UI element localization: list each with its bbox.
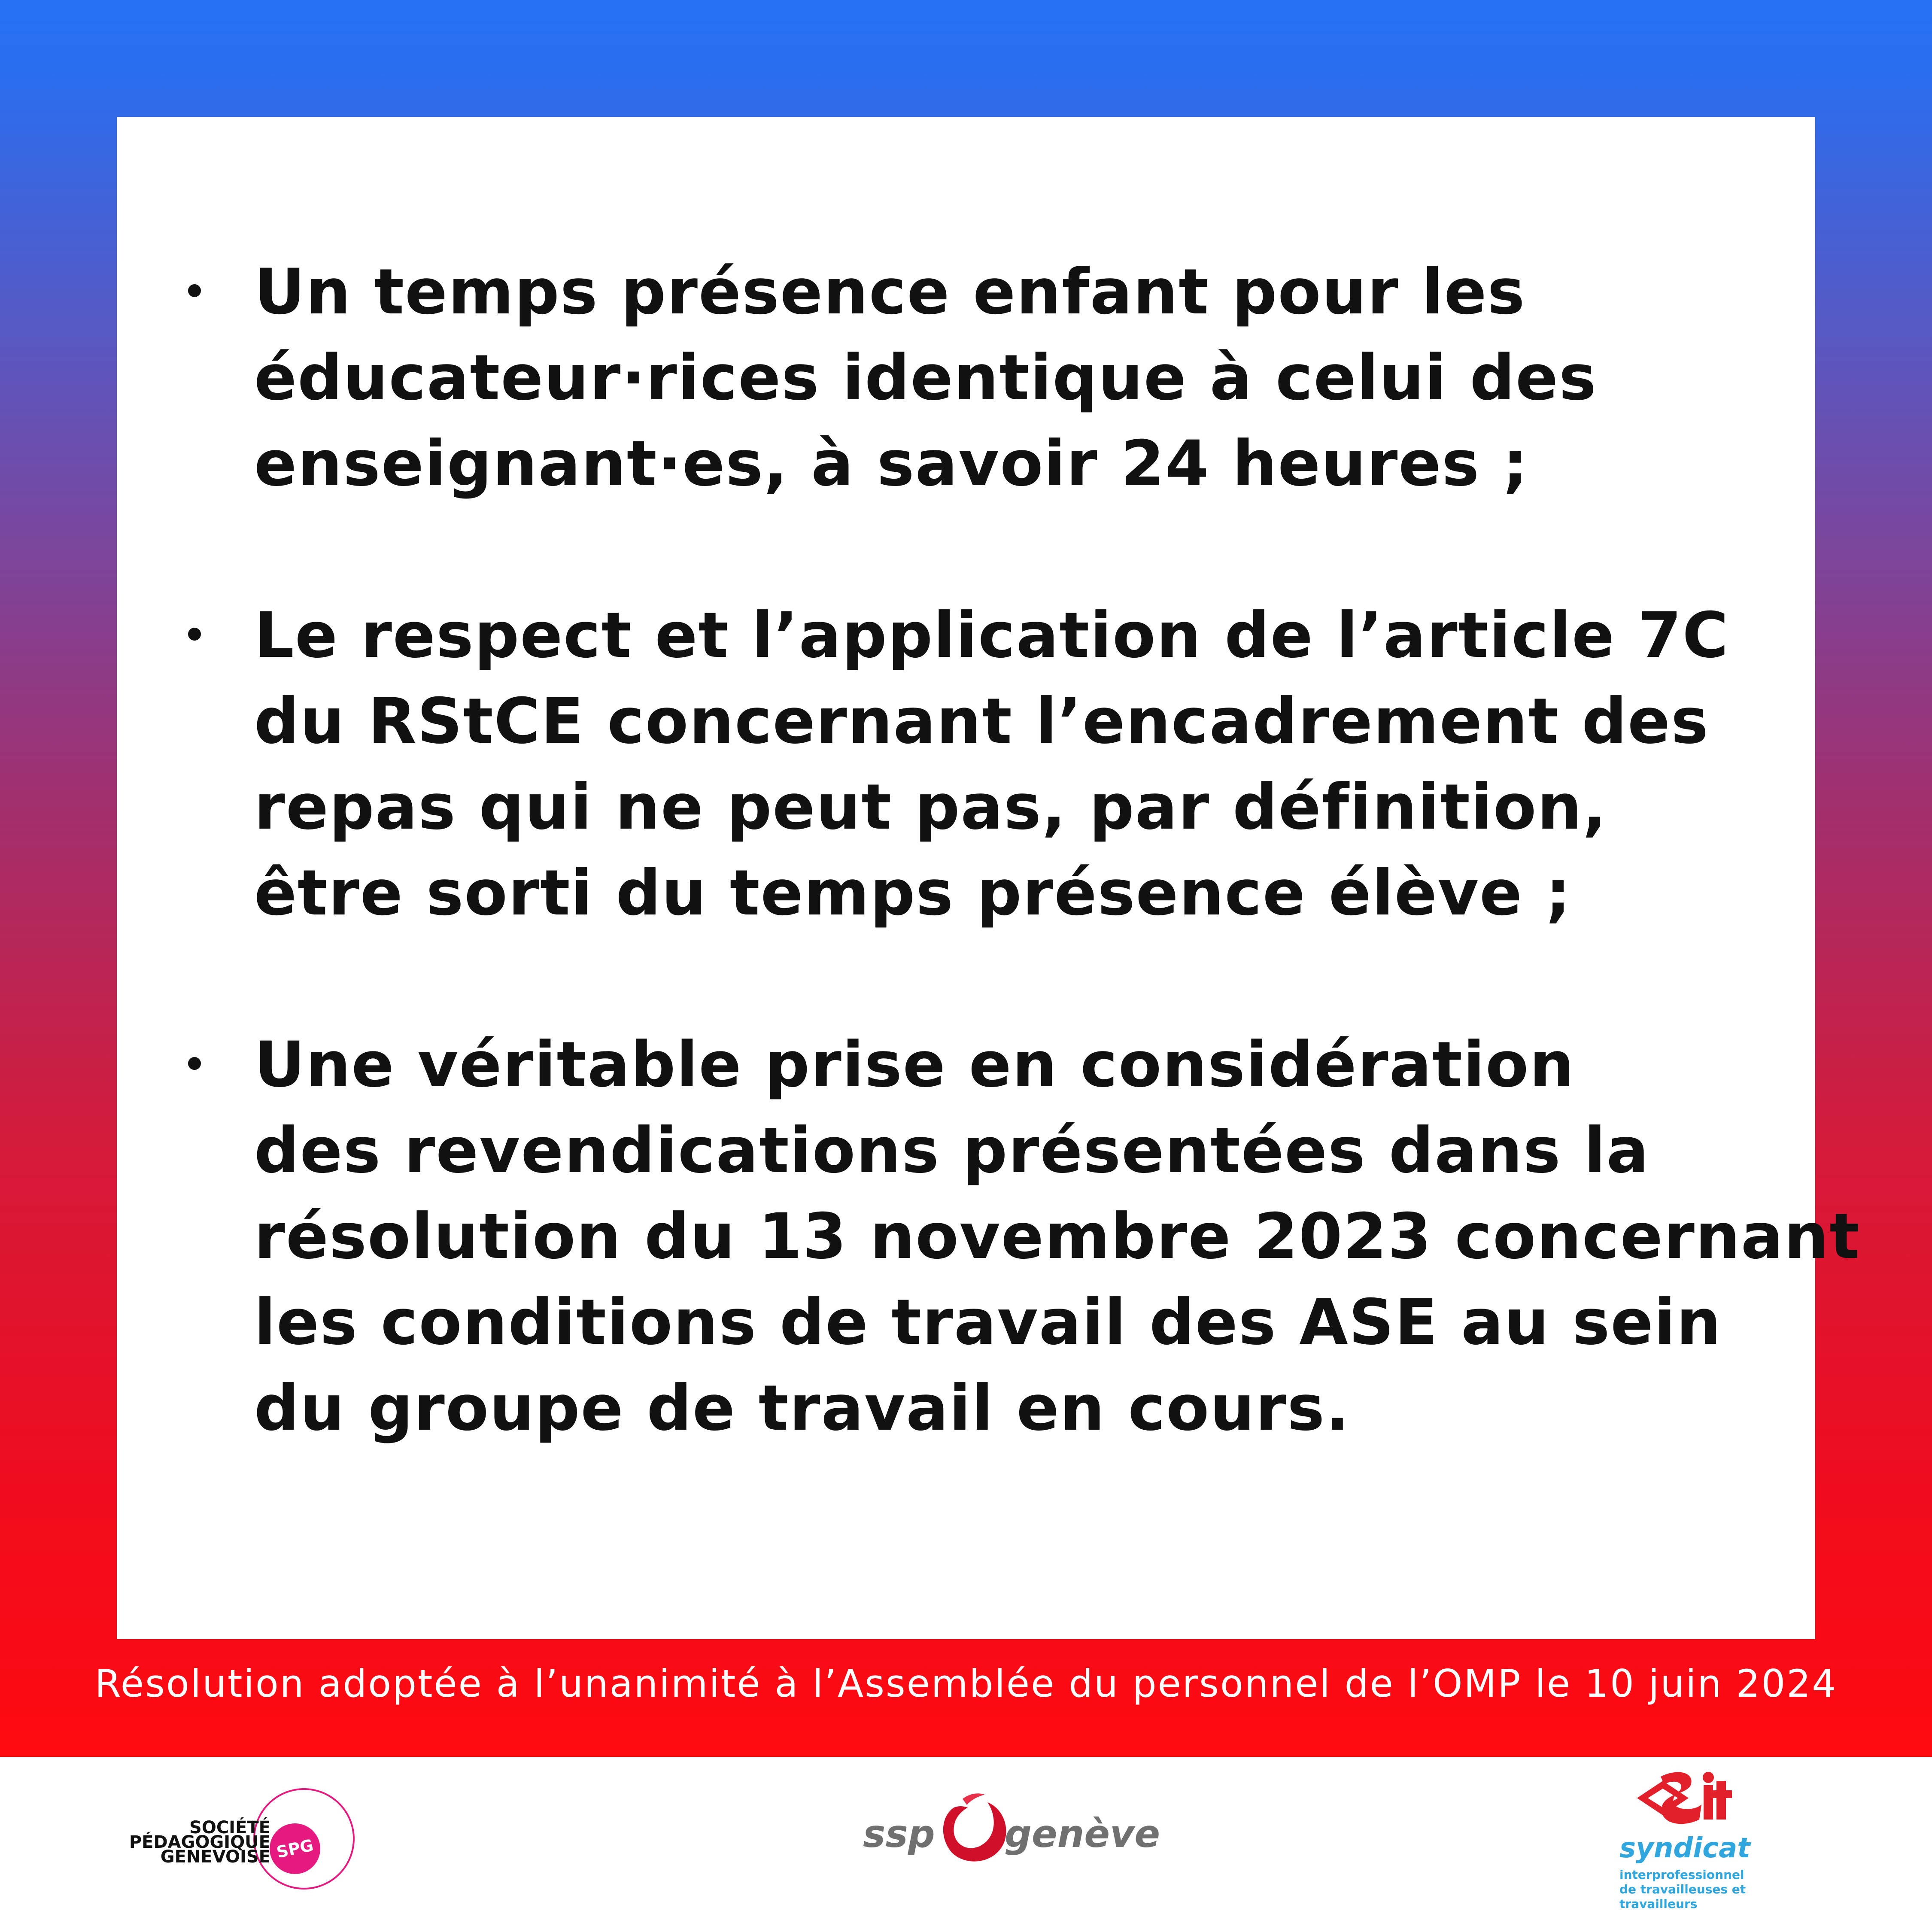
- list-item-line: du RStCE concernant l’encadrement des: [254, 685, 1709, 758]
- sit-sub-line: travailleurs: [1619, 1897, 1698, 1911]
- spg-line: GENEVOISE: [160, 1847, 270, 1867]
- sit-sub-line: de travailleuses et: [1619, 1882, 1746, 1896]
- spg-logo: [116, 1780, 356, 1900]
- list-item-line: Le respect et l’application de l’article 7C: [254, 599, 1729, 672]
- bullet-icon: [188, 628, 201, 641]
- list-item-line: des revendications présentées dans la: [254, 1114, 1650, 1187]
- list-item: [185, 249, 1773, 507]
- ssp-word: genève: [1005, 1812, 1160, 1856]
- bullet-icon: [188, 1057, 201, 1070]
- list-item-line: Un temps présence enfant pour les: [254, 255, 1526, 328]
- ssp-word: ssp: [863, 1812, 935, 1856]
- sit-subtitle: [1619, 1868, 1746, 1911]
- ssp-swirl-icon: [937, 1790, 1010, 1868]
- spg-badge: SPG: [265, 1819, 325, 1879]
- list-item-line: du groupe de travail en cours.: [254, 1372, 1350, 1445]
- list-item-line: éducateur·rices identique à celui des: [254, 341, 1597, 414]
- resolution-caption: Résolution adoptée à l’unanimité à l’Assemblée du personnel de l’OMP le 10 juin 2024: [94, 1662, 1838, 1706]
- list-item-line: repas qui ne peut pas, par définition,: [254, 771, 1607, 844]
- list-item-line: enseignant·es, à savoir 24 heures ;: [254, 427, 1529, 500]
- spg-line: SOCIÉTÉ: [189, 1818, 270, 1838]
- sit-mark-icon: [1631, 1768, 1734, 1832]
- list-item-line: Une véritable prise en considération: [254, 1028, 1575, 1101]
- spg-name: [129, 1818, 270, 1867]
- sit-syndicat-logo: [1619, 1768, 1760, 1914]
- list-item-line: résolution du 13 novembre 2023 concernant: [254, 1200, 1861, 1273]
- spg-line: PÉDAGOGIQUE: [129, 1832, 270, 1852]
- list-item: [185, 1022, 1861, 1451]
- sit-sub-line: interprofessionnel: [1619, 1868, 1744, 1882]
- list-item-line: les conditions de travail des ASE au sein: [254, 1286, 1722, 1359]
- list-item: [185, 592, 1773, 936]
- list-item-line: être sorti du temps présence élève ;: [254, 857, 1572, 930]
- bullet-icon: [188, 284, 201, 297]
- sit-title: syndicat: [1619, 1832, 1750, 1864]
- ssp-geneve-logo: [863, 1786, 1160, 1872]
- demands-list: [185, 249, 1861, 1537]
